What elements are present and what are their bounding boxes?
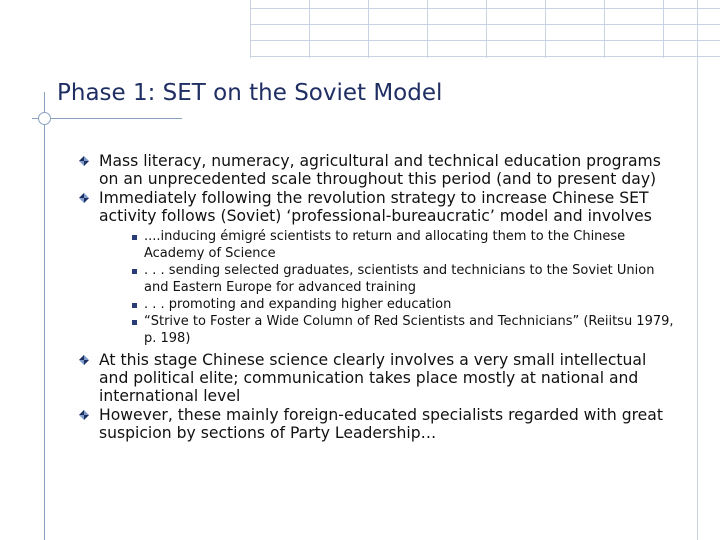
title-underline [32, 118, 182, 119]
grid-line [250, 8, 720, 9]
sub-bullet-item [131, 263, 676, 297]
bullet-text: However, these mainly foreign-educated specialists regarded with great suspicion by sections of Party Leadership… [99, 406, 663, 443]
diamond-bullet-icon [79, 410, 89, 420]
grid-line [250, 40, 720, 41]
diamond-bullet-icon [79, 156, 89, 166]
grid-line [250, 56, 720, 57]
square-bullet-icon [132, 303, 137, 308]
diamond-bullet-icon [79, 355, 89, 365]
sub-bullet-item [131, 229, 676, 263]
sub-bullet-item [131, 314, 676, 348]
diamond-bullet-icon [79, 193, 89, 203]
sub-bullet-text: . . . promoting and expanding higher education [144, 297, 452, 313]
square-bullet-icon [132, 320, 137, 325]
sub-bullet-item [131, 297, 676, 314]
sub-bullet-text: . . . sending selected graduates, scientists and technicians to the Soviet Union and Eastern Europe for advanced training [144, 263, 655, 295]
bullet-item [76, 351, 676, 405]
bullet-text: Immediately following the revolution strategy to increase Chinese SET activity follows (Soviet) ‘professional-bureaucratic’ model and involves [99, 189, 652, 225]
grid-line [250, 24, 720, 25]
bullet-item [76, 189, 676, 348]
bullet-text: Mass literacy, numeracy, agricultural and technical education programs on an unprecedented scale throughout this period (and to present day) [99, 152, 661, 188]
slide-title: Phase 1: SET on the Soviet Model [57, 80, 443, 106]
square-bullet-icon [132, 269, 137, 274]
bullet-list [76, 152, 676, 443]
bullet-text: At this stage Chinese science clearly involves a very small intellectual and political elite; communication takes place mostly at national and international level [99, 351, 647, 406]
sub-bullet-text: “Strive to Foster a Wide Column of Red Scientists and Technicians” (Reiitsu 1979, p. 198) [144, 314, 674, 347]
left-accent-line [44, 92, 45, 540]
decorative-grid [250, 0, 720, 70]
bullet-item [76, 406, 676, 442]
circle-ornament [38, 112, 51, 125]
sub-bullet-text: ....inducing émigré scientists to return and allocating them to the Chinese Academy of Science [144, 229, 626, 261]
bullet-item [76, 152, 676, 188]
square-bullet-icon [132, 235, 137, 240]
sub-bullet-list [99, 229, 676, 348]
right-border-line [697, 0, 698, 540]
